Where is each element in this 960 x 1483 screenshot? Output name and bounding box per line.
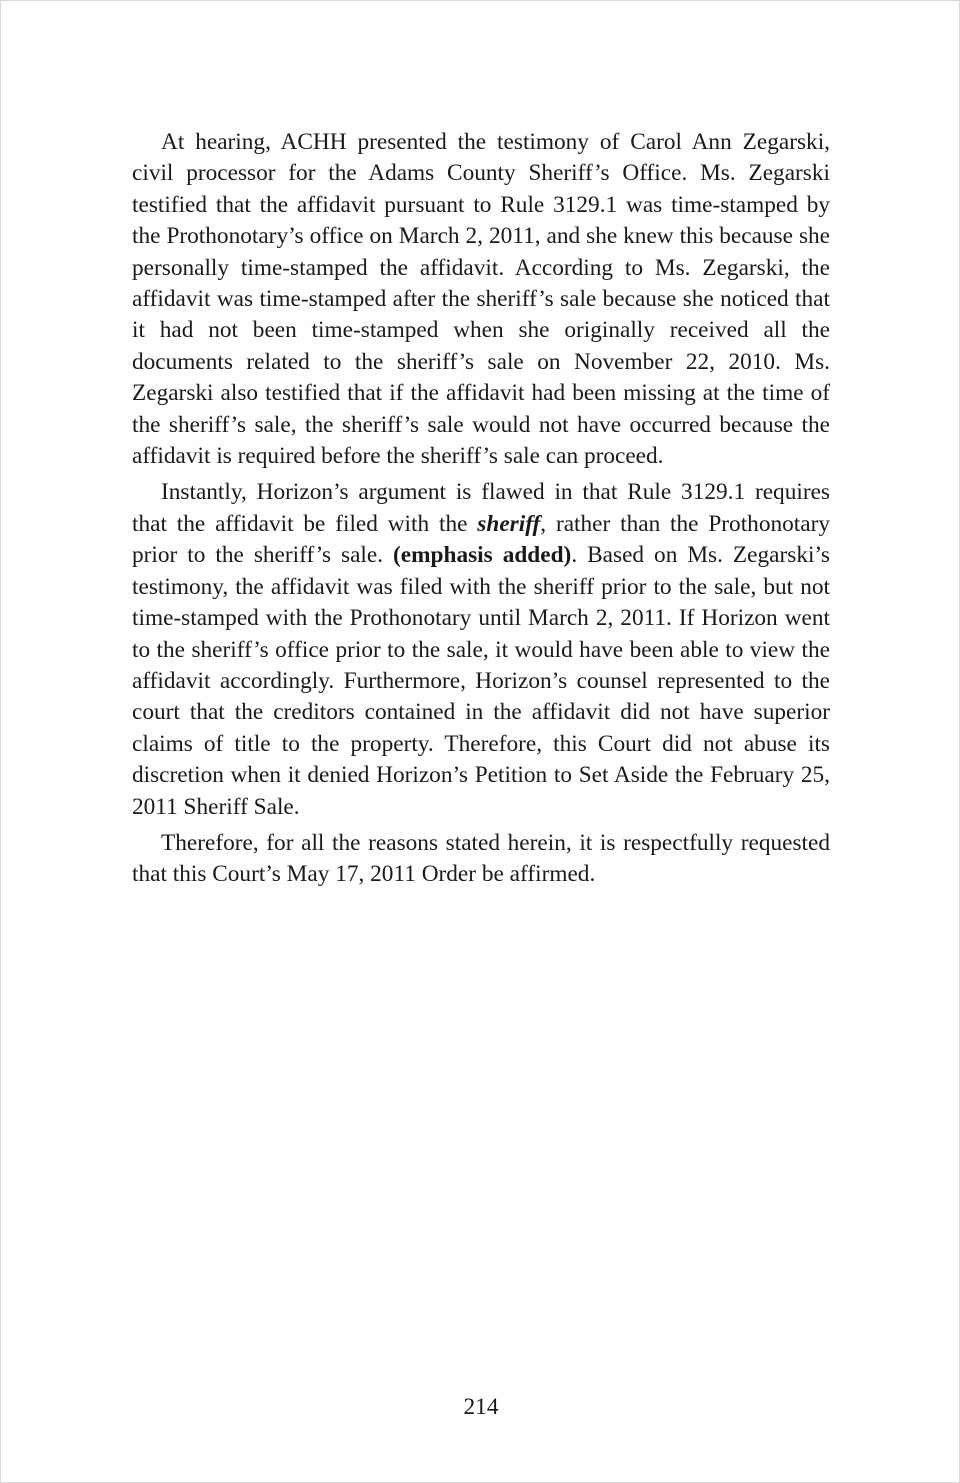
emphasis-added-note: (emphasis added) — [393, 542, 572, 569]
paragraph-argument-text-2: , rather than the Prothonotary prior to the sheriff’s sale. — [132, 510, 830, 569]
paragraph-hearing-testimony: At hearing, ACHH presented the testimony of Carol Ann Zegarski, civil processor for the Adams County Sheriff’s Office. Ms. Zegarski testified that the affidavit pursuant to Rule 3129.1 was time-stamped by the Prothonotary’s office on March 2, 2011, and she knew this because she personally time-stamped the affidavit. According to Ms. Zegarski, the affidavit was time-stamped after the sheriff’s sale because she noticed that it had not been time-stamped when she originally received all the documents related to the sheriff’s sale on November 22, 2010. Ms. Zegarski also testified that if the affidavit had been missing at the time of the sheriff’s sale, the sheriff’s sale would not have occurred because the affidavit is required before the sheriff’s sale can proceed. — [132, 129, 830, 470]
paragraph-argument — [132, 477, 830, 822]
body-text — [132, 127, 830, 891]
paragraph-argument-text-3: . Based on Ms. Zegarski’s testimony, the affidavit was filed with the sheriff prior to the sale, but not time-stamped with the Prothonotary until March 2, 2011. If Horizon went to the sheriff’s office prior to the sale, it would have been able to view the affidavit accordingly. Furthermore, Horizon’s counsel represented to the court that the creditors contained in the affidavit did not have superior claims of title to the property. Therefore, this Court did not abuse its discretion when it denied Horizon’s Petition to Set Aside the February 25, 2011 Sheriff Sale. — [132, 542, 830, 820]
paragraph-argument-text-1: Instantly, Horizon’s argument is flawed in that Rule 3129.1 requires that the affidavit be filed with the — [132, 479, 830, 537]
emphasized-word-sheriff: sheriff — [477, 510, 541, 537]
paragraph-conclusion: Therefore, for all the reasons stated herein, it is respectfully requested that this Court’s May 17, 2011 Order be affirmed. — [132, 829, 830, 888]
page-number: 214 — [463, 1394, 499, 1420]
